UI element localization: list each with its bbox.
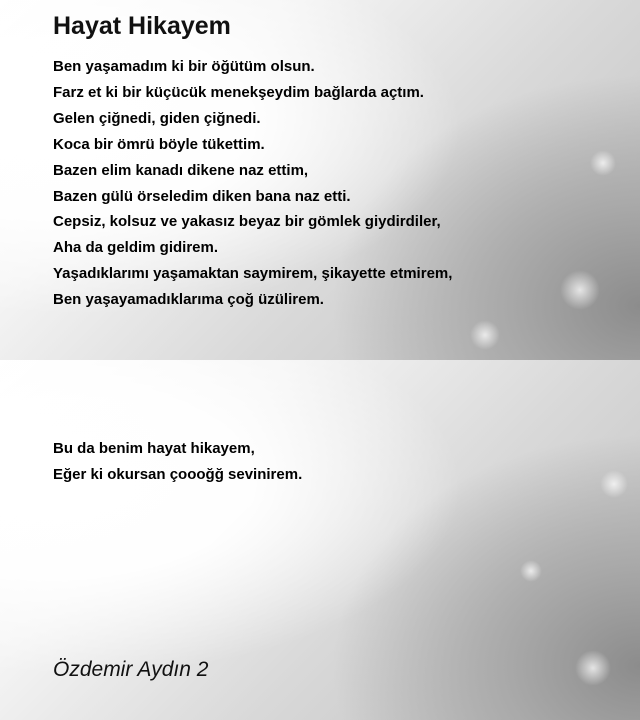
poem-line: Aha da geldim gidirem.	[53, 239, 219, 257]
poem-line: Eğer ki okursan çoooğğ sevinirem.	[53, 465, 303, 483]
bokeh-light	[590, 150, 616, 176]
bokeh-light	[600, 470, 628, 498]
poem-line: Gelen çiğnedi, giden çiğnedi.	[53, 109, 261, 127]
poem-line: Bazen gülü örseledim diken bana naz etti.	[53, 187, 351, 205]
poem-line: Farz et ki bir küçücük menekşeydim bağlarda açtım.	[53, 83, 424, 101]
bokeh-light	[560, 270, 600, 310]
poem-line: Ben yaşayamadıklarıma çoğ üzülirem.	[53, 291, 324, 309]
poem-title: Hayat Hikayem	[53, 12, 231, 40]
poem-line: Yaşadıklarımı yaşamaktan saymirem, şikayette etmirem,	[53, 265, 453, 283]
poem-stanza-1	[53, 54, 452, 313]
poem-line: Ben yaşamadım ki bir öğütüm olsun.	[53, 58, 315, 75]
poem-author: Özdemir Aydın 2	[53, 658, 209, 681]
poem-line: Bu da benim hayat hikayem,	[53, 440, 255, 457]
poem-card-bottom	[0, 360, 640, 720]
poem-stanza-2	[53, 436, 302, 488]
bokeh-light	[575, 650, 611, 686]
poem-line: Bazen elim kanadı dikene naz ettim,	[53, 161, 309, 179]
poem-line: Cepsiz, kolsuz ve yakasız beyaz bir gömlek giydirdiler,	[53, 213, 441, 231]
poem-line: Koca bir ömrü böyle tükettim.	[53, 135, 265, 153]
bokeh-light	[520, 560, 542, 582]
bokeh-light	[470, 320, 500, 350]
